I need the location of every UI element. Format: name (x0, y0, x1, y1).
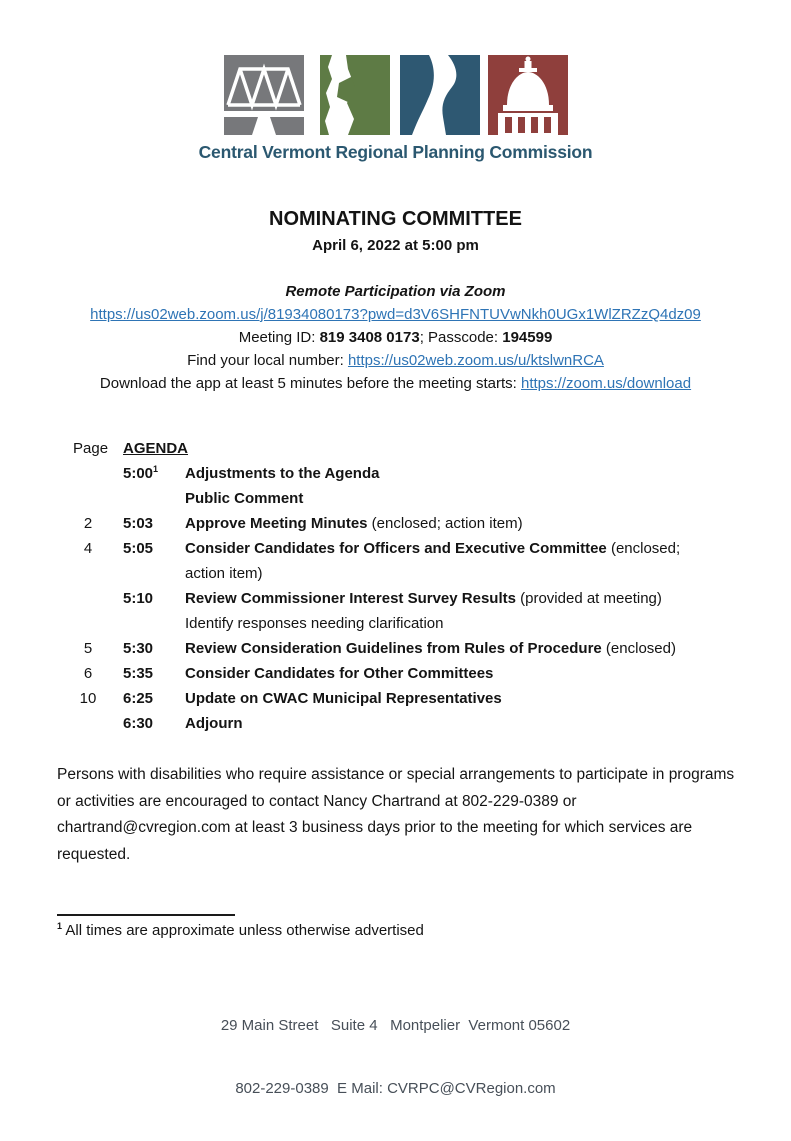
agenda-item-title: Update on CWAC Municipal Representatives (185, 690, 502, 707)
agenda-row (73, 686, 791, 711)
zoom-join-link[interactable]: https://us02web.zoom.us/j/81934080173?pwd=d3V6SHFNTUVwNkh0UGx1WlZRZzQ4dz09 (90, 306, 701, 323)
agenda-item-title: Consider Candidates for Other Committees (185, 665, 494, 682)
agenda-item (185, 511, 715, 536)
agenda-page-number (73, 486, 103, 511)
local-number-label: Find your local number: (187, 352, 348, 369)
agenda-row (73, 661, 791, 686)
vermont-map-icon (312, 55, 392, 135)
agenda-time: 5:35 (123, 665, 154, 682)
footnote (57, 922, 791, 939)
passcode-label: ; Passcode: (419, 329, 503, 346)
agenda-page-number: 2 (83, 515, 93, 532)
bridge-icon (224, 55, 304, 135)
agenda-row (73, 536, 791, 586)
remote-participation-heading: Remote Participation via Zoom (285, 283, 506, 300)
agenda-row (73, 636, 791, 661)
passcode-value: 194599 (502, 329, 553, 346)
agenda-page-header: Page (73, 440, 109, 457)
agenda-page-number: 5 (83, 640, 93, 657)
agenda-page-number (73, 461, 103, 486)
agenda-time: 5:10 (123, 590, 154, 607)
agenda-row (73, 511, 791, 536)
download-link[interactable]: https://zoom.us/download (520, 375, 692, 392)
agenda-time (103, 486, 185, 511)
zoom-join-line (0, 303, 791, 326)
meeting-datetime: April 6, 2022 at 5:00 pm (312, 237, 479, 254)
agenda-item (185, 536, 715, 586)
agenda-page-number (73, 711, 103, 736)
agenda-item-title: Public Comment (185, 490, 304, 507)
download-line (0, 372, 791, 395)
agenda-header-row (73, 436, 791, 461)
agenda-item-title: Approve Meeting Minutes (185, 515, 368, 532)
agenda-item-title: Consider Candidates for Officers and Executive Committee (185, 540, 607, 557)
footer-address: 29 Main Street Suite 4 Montpelier Vermont 05602 (220, 1017, 571, 1034)
agenda-time: 6:25 (123, 690, 154, 707)
footnote-marker: 1 (57, 921, 63, 931)
agenda-row (73, 586, 791, 636)
agenda-item-title: Review Consideration Guidelines from Rules of Procedure (185, 640, 602, 657)
agenda-item (185, 636, 715, 661)
page-footer (0, 973, 791, 1141)
footnote-divider (57, 914, 235, 916)
agenda-row (73, 461, 791, 486)
local-number-link[interactable]: https://us02web.zoom.us/u/ktslwnRCA (347, 352, 604, 369)
agenda-rows (73, 461, 791, 736)
agenda-item (185, 686, 715, 711)
agenda-item (185, 461, 715, 486)
agenda-item-title: Review Commissioner Interest Survey Results (185, 590, 516, 607)
winding-road-icon (400, 55, 480, 135)
agenda-item (185, 661, 715, 686)
meeting-id-label: Meeting ID: (238, 329, 320, 346)
page-title: NOMINATING COMMITTEE (269, 208, 522, 230)
agenda-page-number: 10 (79, 690, 97, 707)
agenda-page-number (73, 586, 103, 636)
agenda-item (185, 586, 715, 636)
agenda-item (185, 486, 715, 511)
agenda-item-note: (enclosed; action item) (185, 540, 681, 582)
agenda-item-extra: Identify responses needing clarification (185, 615, 444, 632)
logo-tiles (0, 55, 791, 135)
remote-participation-section (0, 280, 791, 395)
download-label: Download the app at least 5 minutes before the meeting starts: (99, 375, 521, 392)
meeting-id-line (0, 326, 791, 349)
capitol-dome-icon (488, 55, 568, 135)
agenda-time: 5:03 (123, 515, 154, 532)
accessibility-notice: Persons with disabilities who require assistance or special arrangements to participate in programs or activities are encouraged to contact Nancy Chartrand at 802-229-0389 or chartrand@cvregion.com at least 3 business days prior to the meeting for which services are requested. (57, 766, 735, 863)
agenda-table (73, 436, 791, 736)
agenda-item-note: (provided at meeting) (515, 590, 662, 607)
agenda-time: 6:30 (123, 715, 154, 732)
agenda-title-header: AGENDA (123, 440, 189, 457)
agenda-item-title: Adjustments to the Agenda (185, 465, 380, 482)
local-number-line (0, 349, 791, 372)
meeting-id-value: 819 3408 0173 (319, 329, 420, 346)
logo-caption: Central Vermont Regional Planning Commission (198, 142, 593, 162)
agenda-item (185, 711, 715, 736)
agenda-item-title: Adjourn (185, 715, 243, 732)
agenda-item-note: (enclosed; action item) (367, 515, 523, 532)
agenda-row (73, 711, 791, 736)
footnote-text: All times are approximate unless otherwise advertised (62, 922, 424, 939)
footer-contact: 802-229-0389 E Mail: CVRPC@CVRegion.com (235, 1080, 556, 1097)
cvrpc-logo (0, 55, 791, 163)
agenda-page-number: 6 (83, 665, 93, 682)
agenda-item-note: (enclosed) (601, 640, 676, 657)
agenda-time: $5:00^1$ (123, 464, 159, 482)
agenda-time: 5:30 (123, 640, 154, 657)
agenda-page-number: 4 (83, 540, 93, 557)
agenda-row (73, 486, 791, 511)
agenda-time: 5:05 (123, 540, 154, 557)
